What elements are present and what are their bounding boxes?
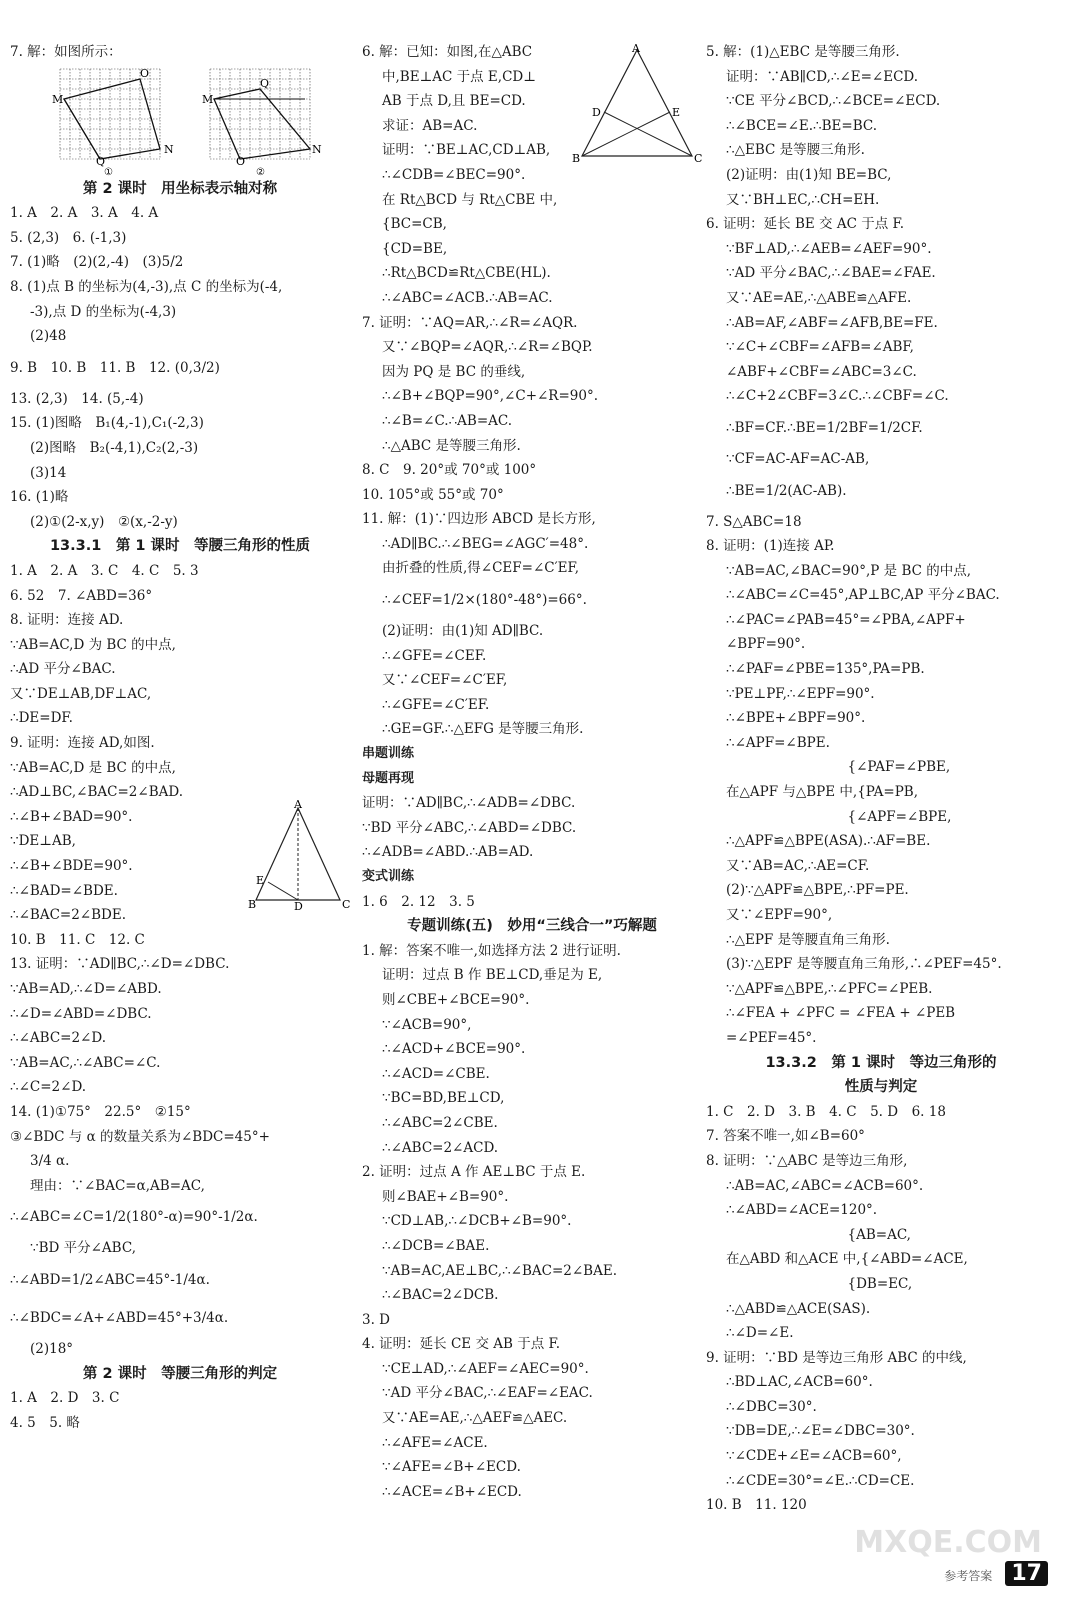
- svg-text:A: A: [294, 800, 302, 811]
- svg-text:N: N: [312, 142, 322, 156]
- answer-line: ∠ABF+∠CBF=∠ABC=3∠C.: [726, 363, 917, 380]
- answer-line: ∵CF=AC-AF=AC-AB,: [726, 450, 870, 467]
- answer-line: 13. 证明：∵AD∥BC,∴∠D=∠DBC.: [10, 956, 230, 973]
- answer-line: (3)14: [30, 464, 67, 481]
- answer-line: 1. C 2. D 3. B 4. C 5. D 6. 18: [706, 1103, 946, 1120]
- answer-line: ∴AD 平分∠BAC.: [10, 661, 116, 678]
- svg-text:D: D: [294, 900, 303, 912]
- answer-line: ∴AD∥BC.∴∠BEG=∠AGC′=48°.: [382, 535, 589, 552]
- answer-line: 证明：∵AD∥BC,∴∠ADB=∠DBC.: [362, 795, 576, 812]
- answer-line: ∴∠B+∠BQP=90°,∠C+∠R=90°.: [382, 388, 599, 405]
- answer-line: ∴∠D=∠E.: [726, 1325, 794, 1342]
- answer-line: 又∵AE=AE,∴△AEF≌△AEC.: [382, 1410, 568, 1427]
- answer-line: 1. 解：答案不唯一,如选择方法 2 进行证明.: [362, 942, 621, 959]
- answer-line: 7. (1)略 (2)(2,-4) (3)5/2: [10, 254, 184, 271]
- svg-text:M: M: [52, 92, 64, 106]
- answer-line: ∴∠C=2∠D.: [10, 1079, 87, 1096]
- answer-line: 1. A 2. A 3. C 4. C 5. 3: [10, 562, 199, 579]
- answer-line: {DB=EC,: [726, 1275, 913, 1292]
- answer-line: (2)48: [30, 328, 67, 345]
- answer-line: ∴△APF≌△BPE(ASA).∴AF=BE.: [726, 833, 931, 850]
- answer-line: ∵BC=BD,BE⊥CD,: [382, 1090, 505, 1107]
- answer-line: 证明：过点 B 作 BE⊥CD,垂足为 E,: [382, 967, 603, 984]
- answer-line: ∴∠GFE=∠CEF.: [382, 647, 487, 664]
- answer-line: ∴∠D=∠ABD=∠DBC.: [10, 1005, 152, 1022]
- answer-line: (2)18°: [30, 1340, 74, 1357]
- answer-line: 16. (1)略: [10, 489, 69, 506]
- answer-line: 8. 证明：∵△ABC 是等边三角形,: [706, 1152, 908, 1169]
- answer-line: ∴∠FEA + ∠PFC = ∠FEA + ∠PEB: [726, 1005, 956, 1022]
- answer-line: ∵DE⊥AB,: [10, 833, 76, 850]
- answer-line: ∴BF=CF.∴BE=1/2BF=1/2CF.: [726, 419, 923, 436]
- answer-line: 5. (2,3) 6. (-1,3): [10, 229, 127, 246]
- answer-line: 13. (2,3) 14. (5,-4): [10, 390, 144, 407]
- watermark: MXQE.COM: [854, 1525, 1042, 1560]
- section-heading: 13.3.1 第 1 课时 等腰三角形的性质: [49, 538, 311, 555]
- answer-line: ∴GE=GF.∴△EFG 是等腰三角形.: [382, 721, 584, 738]
- answer-line: ∴∠B+∠BAD=90°.: [10, 808, 133, 825]
- svg-text:A: A: [632, 44, 640, 55]
- answer-line: 15. (1)图略 B₁(4,-1),C₁(-2,3): [10, 415, 204, 432]
- answer-line: 7. 答案不唯一,如∠B=60°: [706, 1128, 865, 1145]
- answer-line: 在△ABD 和△ACE 中,{∠ABD=∠ACE,: [726, 1251, 968, 1268]
- answer-line: 14. (1)①75° 22.5° ②15°: [10, 1103, 191, 1120]
- answer-line: 1. A 2. D 3. C: [10, 1390, 120, 1407]
- answer-line: ∴∠CEF=1/2×(180°-48°)=66°.: [382, 592, 587, 609]
- svg-text:M: M: [202, 92, 214, 106]
- answer-line: ∴△EPF 是等腰直角三角形.: [726, 931, 890, 948]
- answer-line: ∴∠CDE=30°=∠E.∴CD=CE.: [726, 1472, 915, 1489]
- answer-line: (2)①(2-x,y) ②(x,-2-y): [30, 513, 178, 530]
- answer-line: (2)证明：由(1)知 AD∥BC.: [382, 623, 544, 640]
- answer-line: ∵AB=AC,D 为 BC 的中点,: [10, 636, 176, 653]
- answer-line: ∴∠ACD=∠CBE.: [382, 1065, 490, 1082]
- answer-line: 又∵∠EPF=90°,: [726, 907, 833, 923]
- svg-text:N: N: [164, 142, 174, 156]
- answer-line: 则∠BAE+∠B=90°.: [382, 1188, 509, 1205]
- answer-line: (2)∵△APF≌△BPE,∴PF=PE.: [726, 882, 909, 899]
- answer-line: 理由：∵∠BAC=α,AB=AC,: [30, 1177, 205, 1194]
- answer-line: 则∠CBE+∠BCE=90°.: [382, 991, 530, 1008]
- answer-line: ③∠BDC 与 α 的数量关系为∠BDC=45°+: [10, 1128, 270, 1145]
- answer-line: ∴∠CDB=∠BEC=90°.: [382, 166, 526, 183]
- answer-line: 证明：∵AB∥CD,∴∠E=∠ECD.: [726, 68, 919, 85]
- answer-line: ∵AD 平分∠BAC,∴∠BAE=∠FAE.: [726, 265, 936, 282]
- answer-line: ∴△ABC 是等腰三角形.: [382, 437, 521, 454]
- answer-line: ∴∠AFE=∠ACE.: [382, 1434, 488, 1451]
- answer-line: 由折叠的性质,得∠CEF=∠C′EF,: [382, 560, 580, 577]
- answer-line: 10. 105°或 55°或 70°: [362, 486, 504, 503]
- answer-line: ∴∠ABC=2∠CBE.: [382, 1114, 498, 1131]
- answer-line: 6. 证明：延长 BE 交 AC 于点 F.: [706, 216, 905, 233]
- answer-line: ∴∠BPE+∠BPF=90°.: [726, 710, 866, 727]
- answer-line: ∴Rt△BCD≌Rt△CBE(HL).: [382, 265, 551, 282]
- answer-line: ∴∠C+2∠CBF=3∠C.∴∠CBF=∠C.: [726, 388, 949, 405]
- answer-line: 7. 证明：∵AQ=AR,∴∠R=∠AQR.: [362, 314, 578, 331]
- svg-text:O: O: [140, 66, 150, 80]
- answer-line: 9. 证明：连接 AD,如图.: [10, 735, 155, 752]
- svg-text:Q: Q: [96, 154, 106, 168]
- answer-line: 9. 证明：∵BD 是等边三角形 ABC 的中线,: [706, 1349, 967, 1366]
- svg-text:Q: Q: [260, 76, 270, 90]
- answer-line: ∴AB=AF,∠ABF=∠AFB,BE=FE.: [726, 314, 938, 331]
- answer-line: 又∵∠BQP=∠AQR,∴∠R=∠BQP.: [382, 339, 593, 356]
- answer-line: ∴∠BCE=∠E.∴BE=BC.: [726, 117, 878, 134]
- answer-line: 在 Rt△BCD 与 Rt△CBE 中,: [382, 191, 558, 208]
- answer-line: 4. 证明：延长 CE 交 AB 于点 F.: [362, 1336, 561, 1353]
- answer-line: ∵BF⊥AD,∴∠AEB=∠AEF=90°.: [726, 240, 932, 257]
- answer-line: ∵∠CDE+∠E=∠ACB=60°,: [726, 1448, 902, 1465]
- svg-text:B: B: [572, 152, 581, 165]
- answer-line: 8. 证明：(1)连接 AP.: [706, 538, 835, 555]
- answer-line: ∵CE⊥AD,∴∠AEF=∠AEC=90°.: [382, 1360, 589, 1377]
- answer-line: 1. A 2. A 3. A 4. A: [10, 205, 159, 222]
- triangle-figure-q9: [246, 800, 356, 912]
- answer-line: ∵CE 平分∠BCD,∴∠BCE=∠ECD.: [726, 93, 941, 110]
- answer-line: ∵AB=AC,∴∠ABC=∠C.: [10, 1054, 161, 1071]
- answer-line: ∴∠ACD+∠BCE=90°.: [382, 1041, 526, 1058]
- section-heading: 性质与判定: [844, 1079, 918, 1096]
- answer-line: 9. B 10. B 11. B 12. (0,3/2): [10, 359, 220, 376]
- answer-line: {CD=BE,: [382, 240, 448, 257]
- answer-line: ∴∠ABD=∠ACE=120°.: [726, 1202, 878, 1219]
- answer-line: ∴∠DCB=∠BAE.: [382, 1237, 490, 1254]
- svg-text:E: E: [256, 874, 265, 887]
- answer-column-middle: [362, 40, 702, 1504]
- answer-line: 求证：AB=AC.: [382, 117, 478, 134]
- answer-line: 6. 解：已知：如图,在△ABC: [362, 44, 533, 60]
- answer-line: 3. D: [362, 1311, 390, 1328]
- answer-line: 2. 证明：过点 A 作 AE⊥BC 于点 E.: [362, 1164, 586, 1181]
- answer-line: ∴∠BAC=2∠DCB.: [382, 1287, 499, 1304]
- answer-line: ∴∠BAD=∠BDE.: [10, 882, 118, 899]
- answer-line: ∵AB=AD,∴∠D=∠ABD.: [10, 981, 162, 997]
- section-heading: 第 2 课时 用坐标表示轴对称: [82, 180, 278, 197]
- answer-line: 3/4 α.: [30, 1153, 70, 1170]
- answer-line: ∵CD⊥AB,∴∠DCB+∠B=90°.: [382, 1213, 572, 1230]
- answer-line: (2)图略 B₂(-4,1),C₂(2,-3): [30, 439, 199, 456]
- answer-line: 7. 解：如图所示：: [10, 44, 122, 60]
- svg-text:C: C: [694, 152, 702, 165]
- answer-line: 11. 解：(1)∵四边形 ABCD 是长方形,: [362, 511, 596, 528]
- answer-line: ∵BD 平分∠ABC,∴∠ABD=∠DBC.: [362, 819, 577, 836]
- answer-line: 7. S△ABC=18: [706, 513, 802, 530]
- answer-line: ∵AB=AC,D 是 BC 的中点,: [10, 759, 176, 776]
- answer-line: 5. 解：(1)△EBC 是等腰三角形.: [706, 44, 900, 60]
- answer-line: (3)∵△EPF 是等腰直角三角形,∴∠PEF=45°.: [726, 956, 1002, 973]
- answer-line: 证明：∵BE⊥AC,CD⊥AB,: [382, 142, 551, 159]
- answer-line: 又∵DE⊥AB,DF⊥AC,: [10, 685, 152, 702]
- answer-line: ∴∠B+∠BDE=90°.: [10, 858, 133, 875]
- answer-line: ∴∠APF=∠BPE.: [726, 734, 830, 751]
- answer-line: ∠BPF=90°.: [726, 636, 806, 653]
- section-heading: 第 2 课时 等腰三角形的判定: [82, 1365, 278, 1382]
- answer-line: ∵DB=DE,∴∠E=∠DBC=30°.: [726, 1423, 915, 1440]
- answer-line: ∴∠ABD=1/2∠ABC=45°-1/4α.: [10, 1271, 210, 1288]
- section-heading: 13.3.2 第 1 课时 等边三角形的: [765, 1054, 997, 1071]
- answer-line: 10. B 11. 120: [706, 1497, 807, 1514]
- svg-text:D: D: [592, 106, 601, 119]
- answer-line: ∵∠C+∠CBF=∠AFB=∠ABF,: [726, 339, 914, 356]
- answer-line: ∵AB=AC,∠BAC=90°,P 是 BC 的中点,: [726, 562, 972, 579]
- answer-line: 8. (1)点 B 的坐标为(4,-3),点 C 的坐标为(-4,: [10, 278, 283, 295]
- answer-line: ∴BD⊥AC,∠ACB=60°.: [726, 1374, 873, 1391]
- answer-line: 1. 6 2. 12 3. 5: [362, 893, 475, 910]
- answer-line: 变式训练: [362, 869, 415, 884]
- answer-line: ∴DE=DF.: [10, 710, 73, 727]
- page-footer: [944, 1561, 1048, 1586]
- answer-line: 4. 5 5. 略: [10, 1414, 80, 1431]
- answer-line: ∴AB=AC,∠ABC=∠ACB=60°.: [726, 1177, 924, 1194]
- answer-line: ∴∠GFE=∠C′EF.: [382, 696, 490, 713]
- answer-line: ∴AD⊥BC,∠BAC=2∠BAD.: [10, 784, 183, 801]
- answer-line: ∴∠PAC=∠PAB=45°=∠PBA,∠APF+: [726, 611, 966, 628]
- answer-line: 中,BE⊥AC 于点 E,CD⊥: [382, 68, 536, 85]
- answer-line: ∵AD 平分∠BAC,∴∠EAF=∠EAC.: [382, 1385, 593, 1402]
- answer-line: 又∵AE=AE,∴△ABE≌△AFE.: [726, 289, 912, 306]
- answer-line: {∠PAF=∠PBE,: [726, 759, 951, 776]
- section-heading: 专题训练(五) 妙用“三线合一”巧解题: [407, 918, 657, 935]
- answer-line: ∵∠AFE=∠B+∠ECD.: [382, 1459, 521, 1476]
- answer-line: (2)证明：由(1)知 BE=BC,: [726, 166, 892, 183]
- answer-line: {BC=CB,: [382, 216, 447, 233]
- answer-column-left: [10, 40, 350, 1435]
- answer-line: ∴△EBC 是等腰三角形.: [726, 142, 865, 159]
- answer-line: 在△APF 与△BPE 中,{PA=PB,: [726, 784, 918, 801]
- answer-line: 母题再现: [362, 770, 415, 786]
- answer-line: ∴∠ABC=∠C=45°,AP⊥BC,AP 平分∠BAC.: [726, 587, 1000, 604]
- answer-line: ∵△APF≌△BPE,∴∠PFC=∠PEB.: [726, 980, 933, 997]
- answer-line: 6. 52 7. ∠ABD=36°: [10, 587, 153, 604]
- answer-line: 串题训练: [362, 746, 415, 762]
- answer-line: ∴∠ACE=∠B+∠ECD.: [382, 1483, 522, 1500]
- answer-line: ∴∠B=∠C.∴AB=AC.: [382, 412, 513, 429]
- answer-line: 又∵∠CEF=∠C′EF,: [382, 672, 508, 689]
- grid-figure: [10, 65, 350, 177]
- answer-line: 8. C 9. 20°或 70°或 100°: [362, 462, 537, 479]
- answer-line: ∴∠ABC=2∠D.: [10, 1030, 106, 1047]
- svg-text:B: B: [248, 898, 257, 911]
- answer-line: AB 于点 D,且 BE=CD.: [382, 93, 526, 110]
- answer-line: ∴∠ABC=2∠ACD.: [382, 1139, 499, 1156]
- svg-text:②: ②: [256, 166, 265, 177]
- svg-text:①: ①: [104, 166, 113, 177]
- answer-line: {∠APF=∠BPE,: [726, 808, 952, 825]
- answer-line: ∴∠ABC=∠C=1/2(180°-α)=90°-1/2α.: [10, 1209, 258, 1226]
- answer-line: {AB=AC,: [726, 1226, 911, 1243]
- answer-line: ∴∠BAC=2∠BDE.: [10, 907, 127, 924]
- footer-label: 参考答案: [944, 1569, 993, 1583]
- answer-line: ∵PE⊥PF,∴∠EPF=90°.: [726, 685, 875, 702]
- answer-line: 又∵BH⊥EC,∴CH=EH.: [726, 191, 880, 208]
- answer-line: ∴∠ABC=∠ACB.∴AB=AC.: [382, 289, 553, 306]
- answer-line: ∴BE=1/2(AC-AB).: [726, 482, 847, 499]
- answer-line: ∴∠ADB=∠ABD.∴AB=AD.: [362, 844, 534, 861]
- answer-line: 因为 PQ 是 BC 的垂线,: [382, 363, 526, 380]
- answer-line: ∴△ABD≌△ACE(SAS).: [726, 1300, 871, 1317]
- svg-text:E: E: [672, 106, 681, 119]
- answer-line: ∵BD 平分∠ABC,: [30, 1240, 136, 1257]
- triangle-figure-q6: [572, 44, 702, 166]
- answer-line: ∴∠DBC=30°.: [726, 1398, 817, 1415]
- answer-line: ∵∠ACB=90°,: [382, 1016, 472, 1033]
- answer-line: ∵AB=AC,AE⊥BC,∴∠BAC=2∠BAE.: [382, 1262, 617, 1279]
- answer-line: =∠PEF=45°.: [726, 1029, 817, 1046]
- svg-text:C: C: [342, 898, 351, 911]
- page-number: 17: [1005, 1561, 1048, 1586]
- answer-line: 10. B 11. C 12. C: [10, 931, 145, 948]
- answer-line: -3),点 D 的坐标为(-4,3): [30, 303, 177, 320]
- svg-text:O: O: [236, 154, 246, 168]
- answer-line: 又∵AB=AC,∴AE=CF.: [726, 857, 870, 874]
- answer-line: 8. 证明：连接 AD.: [10, 612, 124, 629]
- answer-line: ∴∠PAF=∠PBE=135°,PA=PB.: [726, 661, 925, 678]
- answer-column-right: [706, 40, 1056, 1518]
- answer-line: ∴∠BDC=∠A+∠ABD=45°+3/4α.: [10, 1309, 229, 1326]
